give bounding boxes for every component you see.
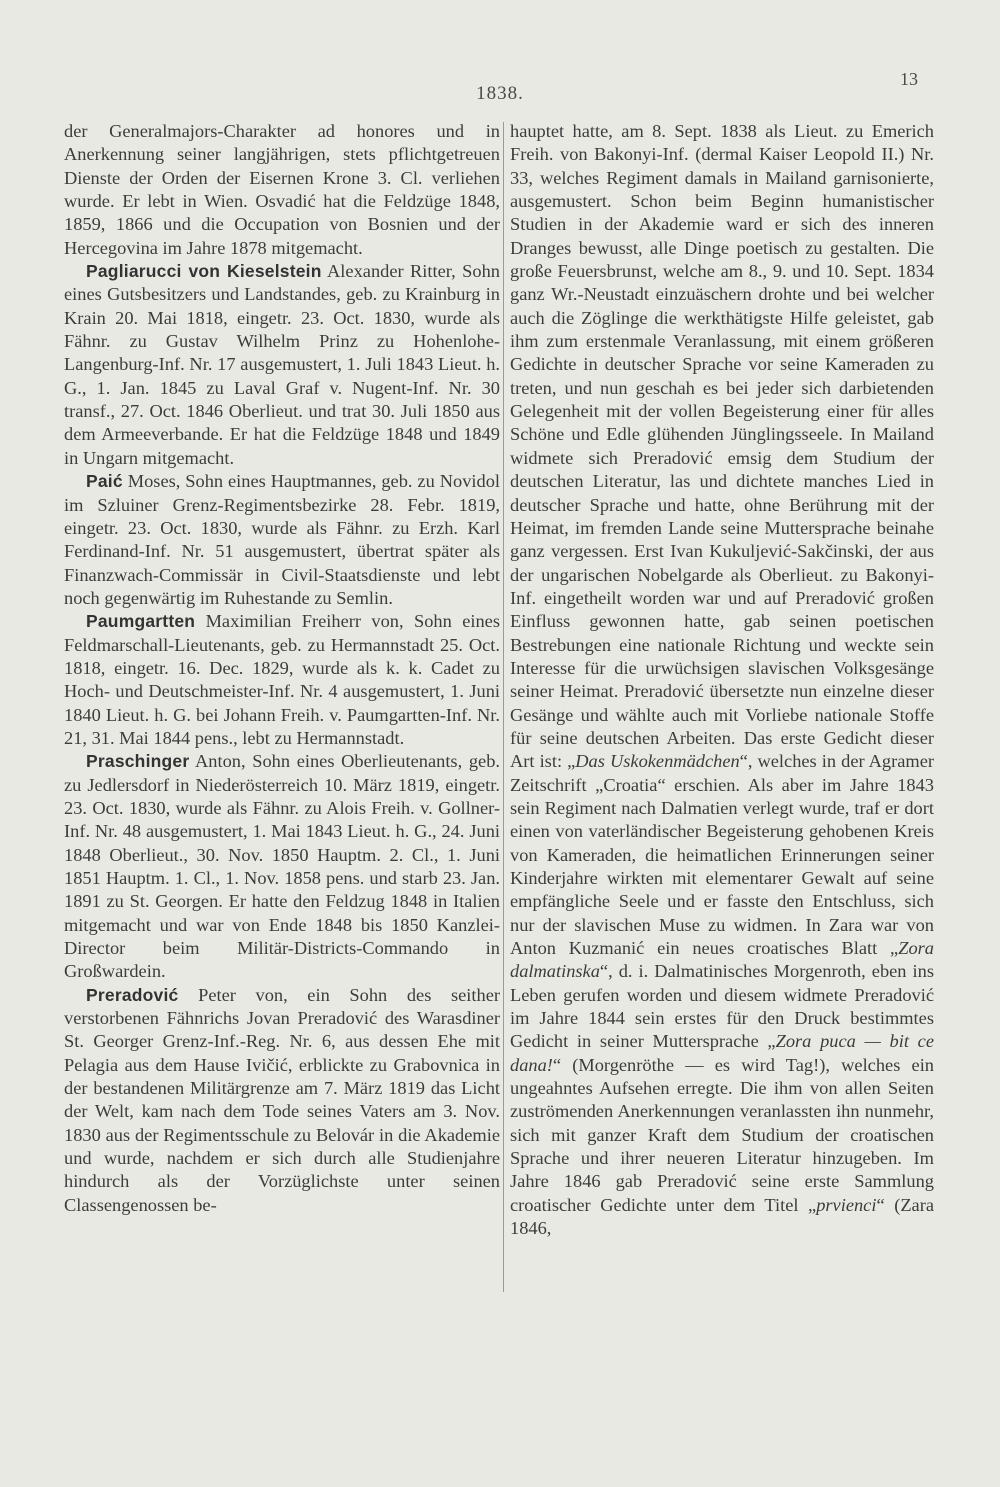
page-number: 13 bbox=[900, 69, 918, 89]
entry-pagliarucci bbox=[64, 260, 500, 470]
left-column bbox=[64, 120, 500, 1217]
entry-text: Alexander Ritter, Sohn eines Gutsbesitzers und Landstandes, geb. zu Krainburg in Krain 20. Mai 1818, eingetr. 23. Oct. 1830, wurde als Fähnr. zu Gustav Wilhelm Prinz zu Hohenlohe-Langenburg-Inf. Nr. 17 ausgemustert, 1. Juli 1843 Lieut. h. G., 1. Jan. 1845 zu Laval Graf v. Nugent-Inf. Nr. 30 transf., 27. Oct. 1846 Oberlieut. und trat 30. Juli 1850 aus dem Armeeverbande. Er hat die Feldzüge 1848 und 1849 in Ungarn mitgemacht. bbox=[64, 261, 500, 468]
preradovic-continuation bbox=[510, 120, 934, 1241]
entry-paic bbox=[64, 470, 500, 610]
entry-name: Pagliarucci von Kieselstein bbox=[86, 261, 322, 282]
entry-text: Peter von, ein Sohn des seither verstorbenen Fähnrichs Jovan Preradović des Warasdiner St. Georger Grenz-Inf.-Reg. Nr. 6, aus dessen Ehe mit Pelagia aus dem Hause Ivičić, erblickte zu Grabovnica in der bestandenen Militärgrenze am 7. März 1819 das Licht der Welt, kam nach dem Tode seines Vaters am 3. Nov. 1830 aus der Regimentsschule zu Belovár in die Akademie und wurde, nachdem er sich durch alle Studienjahre hindurch als der Vorzüglichste unter seinen Classengenossen be- bbox=[64, 984, 500, 1215]
right-column bbox=[510, 120, 934, 1241]
body-text: “, d. i. Dalmatinisches Morgenroth, eben ins Leben gerufen worden und diesem widmete Preradović im Jahre 1844 sein erstes für den Druck bestimmtes Gedicht in seiner Muttersprache „ bbox=[510, 961, 934, 1052]
collection-title: prvienci bbox=[816, 1194, 877, 1215]
entry-text: Maximilian Freiherr von, Sohn eines Feldmarschall-Lieutenants, geb. zu Hermannstadt 25. Oct. 1818, eingetr. 16. Dec. 1829, wurde als k. k. Cadet zu Hoch- und Deutschmeister-Inf. Nr. 4 ausgemustert, 1. Juni 1840 Lieut. h. G. bei Johann Freih. v. Paumgartten-Inf. Nr. 21, 31. Mai 1844 pens., lebt zu Hermannstadt. bbox=[64, 611, 500, 748]
entry-name: Preradović bbox=[86, 984, 179, 1005]
entry-name: Praschinger bbox=[86, 751, 190, 772]
body-text: hauptet hatte, am 8. Sept. 1838 als Lieut. zu Emerich Freih. von Bakonyi-Inf. (dermal Kaiser Leopold II.) Nr. 33, welches Regiment damals in Mailand garnisonierte, ausgemustert. Schon beim Beginn humanistischer Studien in der Akademie ward er sich des inneren Dranges bewusst, alle Dinge poetisch zu gestalten. Die große Feuersbrunst, welche am 8., 9. und 10. Sept. 1834 ganz Wr.-Neustadt einzuäschern drohte und bei welcher auch die Zöglinge die werkthätigste Hilfe geleistet, gab ihm zum erstenmale Veranlassung, mit einem größeren Gedichte in deutscher Sprache vor seine Kameraden zu treten, und nun geschah es bei jeder sich darbietenden Gelegenheit mit der vollen Begeisterung einer für alles Schöne und Edle glühenden Jünglingsseele. In Mailand widmete sich Preradović emsig dem Studium der deutschen Literatur, las und dichtete manches Lied in deutscher Sprache und hatte, ohne Berührung mit der Heimat, im fremden Lande seine Muttersprache beinahe ganz vergessen. Erst Ivan Kukuljević-Sakčinski, der aus der ungarischen Nobelgarde als Oberlieut. zu Bakonyi-Inf. eingetheilt worden war und auf Preradović großen Einfluss gewonnen hatte, gab seinen poetischen Bestrebungen eine nationale Richtung und weckte sein Interesse für die urwüchsigen slavischen Volksgesänge seiner Heimat. Preradović übersetzte nun einzelne dieser Gesänge und wählte auch mit Vorliebe nationale Stoffe für seine deutschen Arbeiten. Das erste Gedicht dieser Art ist: „ bbox=[510, 121, 934, 772]
entry-text: Moses, Sohn eines Hauptmannes, geb. zu Novidol im Szluiner Grenz-Regimentsbezirke 28. Febr. 1819, eingetr. 23. Oct. 1830, wurde als Fähnr. zu Erzh. Karl Ferdinand-Inf. Nr. 51 ausgemustert, übertrat später als Finanzwach-Commissär in Civil-Staatsdienste und lebt noch gegenwärtig im Ruhestande zu Semlin. bbox=[64, 471, 500, 608]
body-text: “ (Morgenröthe — es wird Tag!), welches ein ungeahntes Aufsehen erregte. Die ihm von allen Seiten zuströmenden Anerkennungen veranlassten ihn nunmehr, sich mit ganzer Kraft dem Studium der croatischen Sprache und ihrer neueren Literatur hinzugeben. Im Jahre 1846 gab Preradović seine erste Sammlung croatischer Gedichte unter dem Titel „ bbox=[510, 1054, 934, 1215]
entry-preradovic bbox=[64, 984, 500, 1217]
entry-praschinger bbox=[64, 750, 500, 983]
body-text: “ (Zara 1846, bbox=[510, 1194, 934, 1239]
entry-text: Anton, Sohn eines Oberlieutenants, geb. zu Jedlersdorf in Niederösterreich 10. März 1819, eingetr. 23. Oct. 1830, wurde als Fähnr. zu Alois Freih. v. Gollner-Inf. Nr. 48 ausgemustert, 1. Mai 1843 Lieut. h. G., 24. Juni 1848 Oberlieut., 30. Nov. 1850 Hauptm. 2. Cl., 1. Juni 1851 Hauptm. 1. Cl., 1. Nov. 1858 pens. und starb 23. Jan. 1891 zu St. Georgen. Er hatte den Feldzug 1848 in Italien mitgemacht und war von Ende 1848 bis 1850 Kanzlei-Director beim Militär-Districts-Commando in Großwardein. bbox=[64, 751, 500, 982]
page-year-header: 1838. bbox=[476, 83, 524, 104]
poem-title: Zora puca — bit ce dana! bbox=[510, 1031, 934, 1075]
entry-paumgartten bbox=[64, 610, 500, 750]
poem-title: Das Uskokenmädchen bbox=[575, 751, 740, 772]
entry-name: Paumgartten bbox=[86, 611, 196, 632]
entry-name: Paić bbox=[86, 471, 123, 492]
body-text: “, welches in der Agramer Zeitschrift „Croatia“ erschien. Als aber im Jahre 1843 sein Regiment nach Dalmatien verlegt wurde, traf er dort einen von vaterländischer Begeisterung gehobenen Kreis von Kameraden, die heimatlichen Erinnerungen seiner Kinderjahre wirkten mit elementarer Gewalt auf seine empfängliche Seele und er fasste den Entschluss, sich nur der slavischen Muse zu widmen. In Zara war von Anton Kuzmanić ein neues croatisches Blatt „ bbox=[510, 751, 935, 959]
column-divider bbox=[503, 122, 504, 1292]
continuation-paragraph: der Generalmajors-Charakter ad honores und in Anerkennung seiner langjährigen, stets pflichtgetreuen Dienste der Orden der Eisernen Krone 3. Cl. verliehen wurde. Er lebt in Wien. Osvadić hat die Feldzüge 1848, 1859, 1866 und die Occupation von Bosnien und der Hercegovina im Jahre 1878 mitgemacht. bbox=[64, 121, 500, 258]
journal-title: Zora dalmatinska bbox=[510, 938, 934, 982]
